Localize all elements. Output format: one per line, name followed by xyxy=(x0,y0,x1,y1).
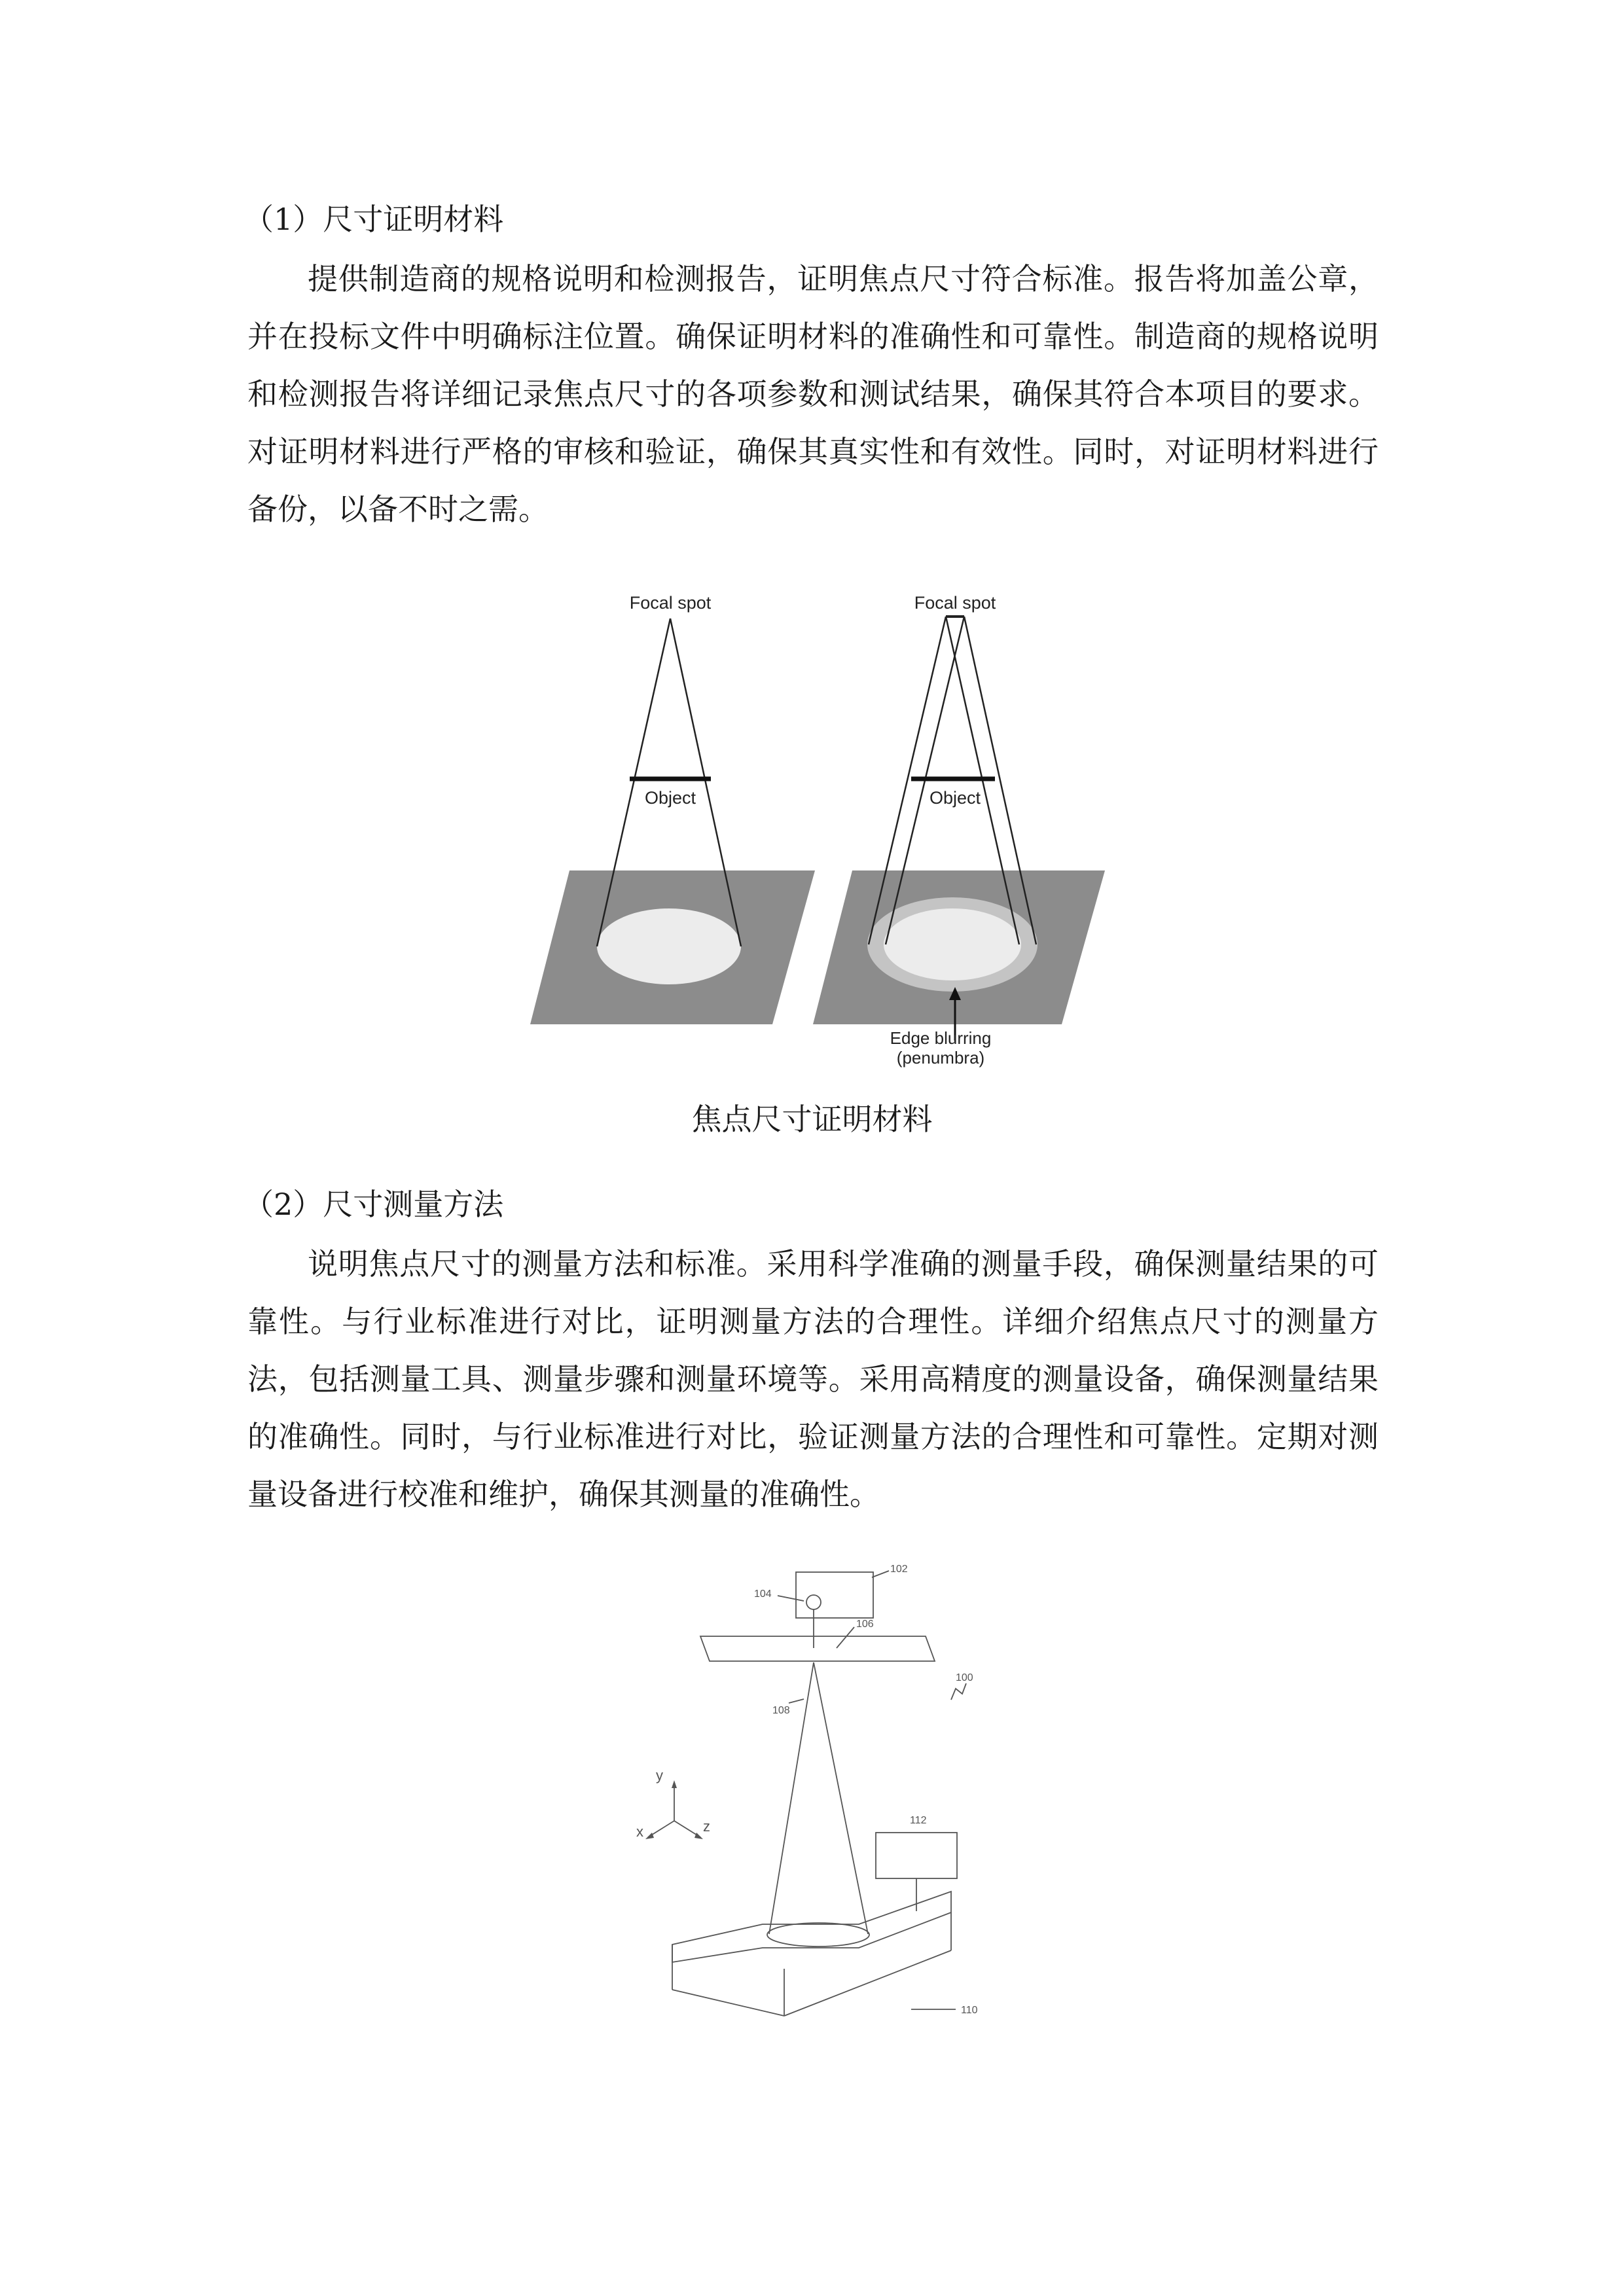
y-axis-arrowhead xyxy=(672,1780,677,1788)
beam-footprint xyxy=(767,1923,869,1946)
beam-cone-edge xyxy=(814,1662,868,1934)
label-108: 108 xyxy=(772,1705,790,1716)
left-object-label: Object xyxy=(644,788,696,808)
left-image-disc xyxy=(597,908,741,984)
aperture-plate-106 xyxy=(700,1636,935,1661)
right-focal-spot-label: Focal spot xyxy=(914,593,996,613)
processor-box-112 xyxy=(876,1833,957,1878)
leader-100 xyxy=(951,1683,966,1700)
detector-110-edge xyxy=(784,1950,951,2016)
label-104: 104 xyxy=(754,1588,772,1600)
section-1-paragraph: 提供制造商的规格说明和检测报告，证明焦点尺寸符合标准。报告将加盖公章，并在投标文件中明确标注位置。确保证明材料的准确性和可靠性。制造商的规格说明和检测报告将详细记录焦点尺寸的各项参数和测试结果，确保其符合本项目的要求。对证明材料进行严格的审核和验证，确保其真实性和有效性。同时，对证明材料进行备份，以备不时之需。 xyxy=(247,261,1379,527)
source-housing-102 xyxy=(796,1572,873,1618)
focal-spot-104 xyxy=(806,1595,821,1609)
label-x: x xyxy=(636,1823,643,1840)
measurement-apparatus-figure xyxy=(628,1558,995,2055)
penumbra-label: (penumbra) xyxy=(896,1048,985,1067)
left-focal-spot-label: Focal spot xyxy=(629,593,712,613)
right-object-label: Object xyxy=(929,788,981,808)
label-110: 110 xyxy=(961,2005,978,2016)
label-100: 100 xyxy=(956,1672,973,1683)
section-2-paragraph: 说明焦点尺寸的测量方法和标准。采用科学准确的测量手段，确保测量结果的可靠性。与行业标准进行对比，证明测量方法的合理性。详细介绍焦点尺寸的测量方法，包括测量工具、测量步骤和测量环境等。采用高精度的测量设备，确保测量结果的准确性。同时，与行业标准进行对比，验证测量方法的合理性和可靠性。定期对测量设备进行校准和维护，确保其测量的准确性。 xyxy=(247,1246,1379,1512)
figure-1-caption: 焦点尺寸证明材料 xyxy=(691,1102,933,1137)
detector-110-edge xyxy=(672,1990,784,2016)
label-102: 102 xyxy=(890,1564,908,1575)
focal-spot-figure xyxy=(524,583,1113,1080)
detector-110-top xyxy=(672,1892,951,1962)
label-106: 106 xyxy=(856,1619,874,1630)
leader-104 xyxy=(778,1596,804,1601)
beam-cone-edge xyxy=(769,1662,814,1934)
label-z: z xyxy=(703,1818,710,1835)
label-112: 112 xyxy=(910,1815,927,1826)
edge-blurring-label: Edge blurring xyxy=(890,1028,992,1048)
z-axis-arrowhead xyxy=(695,1833,703,1839)
x-axis-arrowhead xyxy=(645,1833,654,1839)
right-image-disc xyxy=(884,908,1021,980)
leader-108 xyxy=(789,1699,804,1703)
section-1-heading: （1）尺寸证明材料 xyxy=(244,202,504,237)
label-y: y xyxy=(656,1767,663,1784)
leader-106 xyxy=(837,1627,854,1648)
section-2-heading: （2）尺寸测量方法 xyxy=(244,1187,504,1222)
leader-102 xyxy=(872,1571,889,1577)
